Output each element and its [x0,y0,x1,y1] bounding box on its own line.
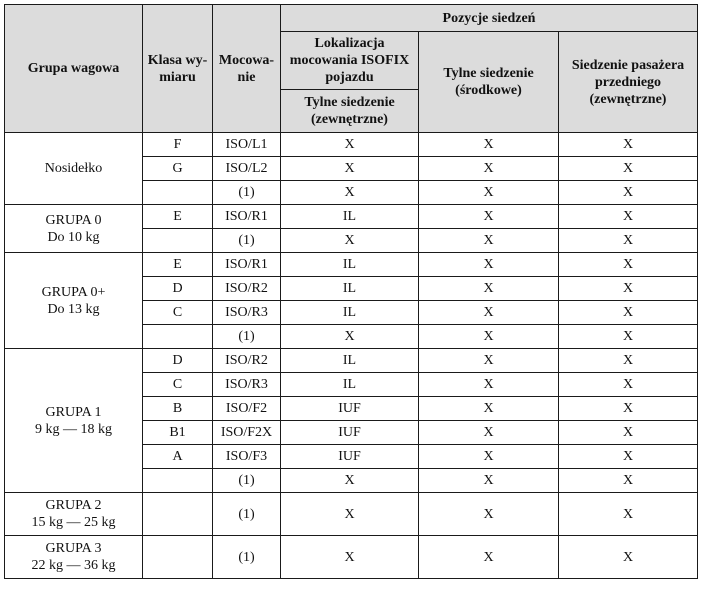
rear-outer-cell: X [281,157,419,181]
weight-group-label: GRUPA 0+ [41,284,106,300]
size-class-cell: F [143,133,213,157]
size-class-cell: E [143,253,213,277]
table-body [5,133,698,579]
front-passenger-cell: X [559,325,698,349]
rear-center-cell: X [419,397,559,421]
rear-outer-cell: IL [281,349,419,373]
rear-outer-cell: X [281,229,419,253]
rear-outer-cell: IUF [281,445,419,469]
rear-center-cell: X [419,157,559,181]
mounting-cell: (1) [213,469,281,493]
table-row [5,349,698,373]
header-isofix-location: Lokalizacja mocowania ISOFIX pojazdu [281,32,419,90]
size-class-cell [143,229,213,253]
front-passenger-cell: X [559,229,698,253]
header-rear-center: Tylne siedzenie (środkowe) [419,32,559,133]
weight-group-label: 22 kg — 36 kg [31,558,116,573]
mounting-cell: ISO/F2X [213,421,281,445]
rear-outer-cell: IUF [281,421,419,445]
front-passenger-cell: X [559,157,698,181]
rear-center-cell: X [419,349,559,373]
rear-center-cell: X [419,325,559,349]
front-passenger-cell: X [559,445,698,469]
weight-group-label: GRUPA 2 [45,498,102,513]
rear-center-cell: X [419,205,559,229]
rear-center-cell: X [419,181,559,205]
rear-center-cell: X [419,445,559,469]
front-passenger-cell: X [559,301,698,325]
header-front-passenger: Siedzenie pasażera przedniego (zewnętrzne) [559,32,698,133]
weight-group-label: 15 kg — 25 kg [31,515,116,530]
rear-outer-cell: IUF [281,397,419,421]
size-class-cell: B1 [143,421,213,445]
table-header [5,5,698,133]
size-class-cell: D [143,277,213,301]
mounting-cell: ISO/R2 [213,277,281,301]
weight-group-cell [5,133,143,205]
mounting-cell: ISO/R3 [213,301,281,325]
header-size-class: Klasa wy-miaru [143,5,213,133]
rear-center-cell: X [419,301,559,325]
isofix-table-container [4,4,698,579]
weight-group-label: 9 kg — 18 kg [35,421,112,437]
header-weight-group: Grupa wagowa [5,5,143,133]
size-class-cell: B [143,397,213,421]
size-class-cell [143,536,213,579]
table-row [5,536,698,579]
front-passenger-cell: X [559,536,698,579]
mounting-cell: (1) [213,229,281,253]
rear-outer-cell: X [281,325,419,349]
mounting-cell: (1) [213,536,281,579]
weight-group-cell [5,536,143,579]
size-class-cell: C [143,301,213,325]
weight-group-label: Nosidełko [44,161,103,176]
table-row [5,493,698,536]
mounting-cell: ISO/R3 [213,373,281,397]
rear-outer-cell: IL [281,253,419,277]
size-class-cell: E [143,205,213,229]
weight-group-cell [5,253,143,349]
mounting-cell: ISO/F2 [213,397,281,421]
rear-center-cell: X [419,536,559,579]
mounting-cell: (1) [213,493,281,536]
front-passenger-cell: X [559,469,698,493]
front-passenger-cell: X [559,397,698,421]
size-class-cell: G [143,157,213,181]
mounting-cell: (1) [213,325,281,349]
size-class-cell [143,493,213,536]
front-passenger-cell: X [559,277,698,301]
front-passenger-cell: X [559,133,698,157]
mounting-cell: ISO/F3 [213,445,281,469]
mounting-cell: ISO/R1 [213,253,281,277]
rear-outer-cell: IL [281,205,419,229]
front-passenger-cell: X [559,373,698,397]
mounting-cell: ISO/R2 [213,349,281,373]
mounting-cell: ISO/R1 [213,205,281,229]
isofix-compatibility-table [4,4,698,579]
rear-outer-cell: X [281,133,419,157]
front-passenger-cell: X [559,181,698,205]
mounting-cell: (1) [213,181,281,205]
front-passenger-cell: X [559,349,698,373]
rear-outer-cell: IL [281,277,419,301]
rear-center-cell: X [419,253,559,277]
mounting-cell: ISO/L1 [213,133,281,157]
size-class-cell [143,181,213,205]
weight-group-label: Do 13 kg [47,301,100,317]
weight-group-label: Do 10 kg [47,229,100,245]
weight-group-cell [5,493,143,536]
rear-outer-cell: IL [281,373,419,397]
rear-outer-cell: X [281,536,419,579]
rear-outer-cell: X [281,469,419,493]
rear-center-cell: X [419,229,559,253]
weight-group-label: GRUPA 3 [45,541,102,556]
table-row [5,253,698,277]
size-class-cell [143,325,213,349]
size-class-cell: C [143,373,213,397]
weight-group-label: GRUPA 0 [45,212,102,228]
rear-center-cell: X [419,469,559,493]
table-row [5,133,698,157]
front-passenger-cell: X [559,253,698,277]
front-passenger-cell: X [559,421,698,445]
size-class-cell: D [143,349,213,373]
header-rear-outer: Tylne siedzenie (zewnętrzne) [281,90,419,133]
header-mounting: Mocowa-nie [213,5,281,133]
rear-outer-cell: X [281,493,419,536]
rear-center-cell: X [419,277,559,301]
rear-center-cell: X [419,133,559,157]
rear-outer-cell: X [281,181,419,205]
header-seat-positions: Pozycje siedzeń [281,5,698,32]
front-passenger-cell: X [559,493,698,536]
table-row [5,205,698,229]
mounting-cell: ISO/L2 [213,157,281,181]
rear-center-cell: X [419,493,559,536]
weight-group-cell [5,349,143,493]
size-class-cell: A [143,445,213,469]
front-passenger-cell: X [559,205,698,229]
weight-group-cell [5,205,143,253]
weight-group-label: GRUPA 1 [45,404,102,420]
rear-center-cell: X [419,421,559,445]
size-class-cell [143,469,213,493]
rear-center-cell: X [419,373,559,397]
rear-outer-cell: IL [281,301,419,325]
